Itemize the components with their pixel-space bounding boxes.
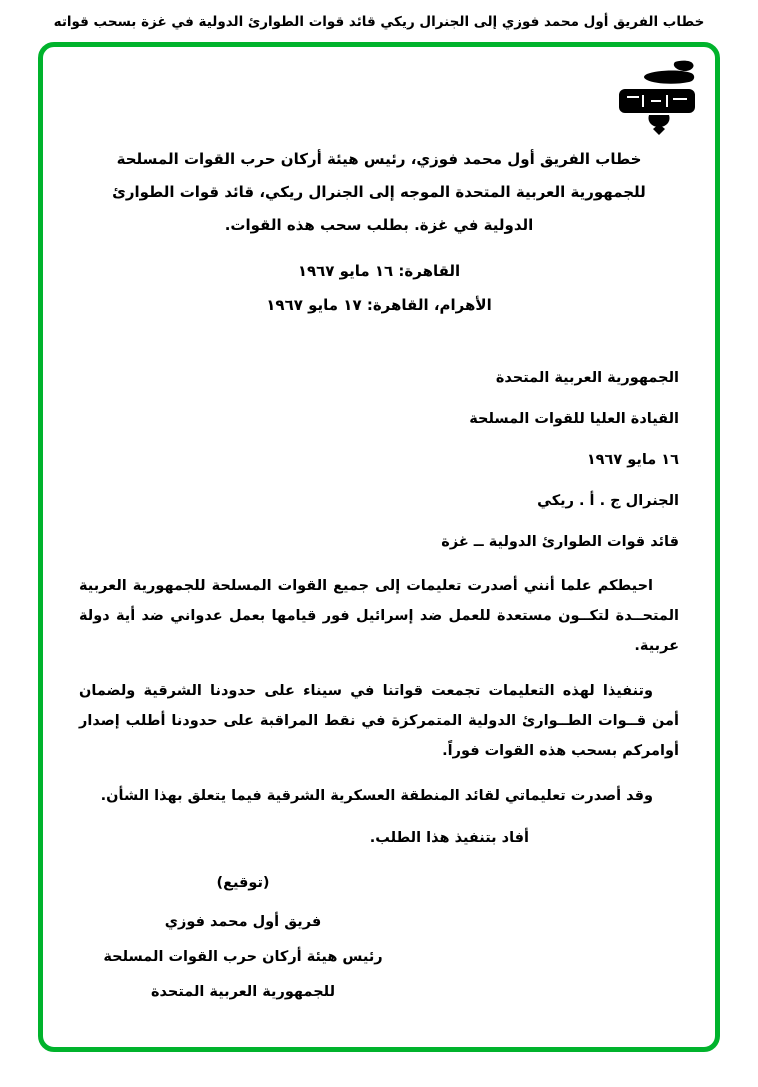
body-paragraph: وقد أصدرت تعليماتي لقائد المنطقة العسكرية الشرقية فيما يتعلق بهذا الشأن. <box>100 788 653 804</box>
signature-name: فريق أول محمد فوزي <box>164 914 322 930</box>
signature-block <box>93 875 393 1010</box>
dateline-cairo: القاهرة: ١٦ مايو ١٩٦٧ <box>297 262 461 280</box>
signature-label: (توقيع) <box>216 875 270 891</box>
letter-frame <box>38 42 720 1052</box>
signature-title: رئيس هيئة أركان حرب القوات المسلحة <box>103 949 383 965</box>
page-title: خطاب الفريق أول محمد فوزي إلى الجنرال ريكي قائد قوات الطوارئ الدولية في غزة بسحب قواته <box>53 14 705 30</box>
body-paragraph: وتنفيذا لهذه التعليمات تجمعت قواتنا في سيناء على حدودنا الشرقية ولضمان أمن قــوات الطــوارئ الدولية المتمركزة في نقط المراقبة على حدودنا أطلب إصدار أوامركم بسحب هذه القوات فوراً. <box>79 683 679 759</box>
heading-line: خطاب الفريق أول محمد فوزي، رئيس هيئة أركان حرب القوات المسلحة <box>116 150 642 168</box>
address-line-commander: قائد قوات الطوارئ الدولية ــ غزة <box>441 534 679 550</box>
address-line-general: الجنرال ج . أ . ريكي <box>537 493 679 509</box>
stamp-icon <box>613 59 701 143</box>
address-line-date: ١٦ مايو ١٩٦٧ <box>586 452 679 468</box>
address-line-command: القيادة العليا للقوات المسلحة <box>469 411 679 427</box>
address-block <box>79 366 679 555</box>
dateline-block <box>79 254 679 322</box>
dateline-ahram: الأهرام، القاهرة: ١٧ مايو ١٩٦٧ <box>266 296 492 314</box>
heading-line: للجمهورية العربية المتحدة الموجه إلى الجنرال ريكي، قائد قوات الطوارئ <box>112 183 646 201</box>
letter-body <box>79 571 679 811</box>
address-line-country: الجمهورية العربية المتحدة <box>495 370 679 386</box>
heading-line: الدولية في غزة. بطلب سحب هذه القوات. <box>224 216 534 234</box>
letter-heading <box>97 143 661 242</box>
calligraphic-stamp-logo <box>613 59 701 143</box>
body-paragraph: احيطكم علما أنني أصدرت تعليمات إلى جميع القوات المسلحة للجمهورية العربية المتحــدة لتكــون مستعدة للعمل ضد إسرائيل فور قيامها بعمل عدواني ضد أية دولة عربية. <box>79 578 679 654</box>
closing-line: أفاد بتنفيذ هذا الطلب. <box>369 830 529 846</box>
signature-org: للجمهورية العربية المتحدة <box>150 984 336 1000</box>
